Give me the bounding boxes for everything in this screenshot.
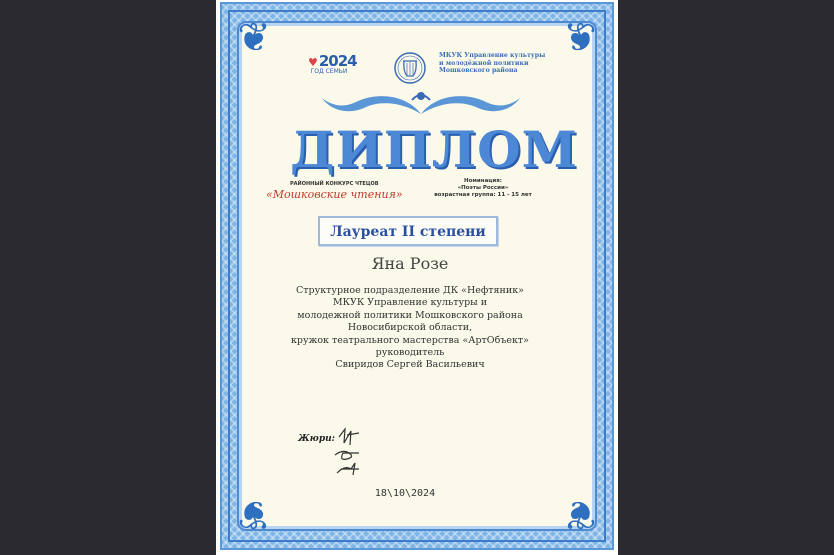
logo-caption: ГОД СЕМЬИ [310, 68, 348, 75]
description-line: молодежной политики Мошковского района [297, 309, 523, 321]
diploma-title: ДИПЛОМ [290, 120, 579, 179]
nomination-block: Номинация: «Поэты России» возрастная группа: 11 - 15 лет [434, 178, 532, 198]
contest-label: РАЙОННЫЙ КОНКУРС ЧТЕЦОВ [290, 181, 379, 187]
corner-ornament-icon: ❦ [563, 15, 597, 61]
award-badge [318, 216, 498, 246]
description-line: кружок театрального мастерства «АртОбъект» [290, 334, 529, 346]
flourish-ornament-icon [316, 88, 526, 120]
year-of-family-logo [308, 51, 357, 81]
corner-ornament-icon: ❦ [563, 491, 597, 537]
jury-label: Жюри: [298, 434, 335, 444]
heart-icon: ♥ [308, 56, 318, 69]
corner-ornament-icon: ❦ [237, 15, 271, 61]
recipient-description [282, 285, 538, 372]
award-text: Лауреат II степени [330, 224, 486, 240]
organization-name: МКУК Управление культуры и молодёжной политики Мошковского района [439, 52, 546, 75]
lyre-emblem-icon [393, 51, 427, 85]
contest-name: «Мошковские чтения» [266, 188, 403, 201]
corner-ornament-icon: ❦ [237, 491, 271, 537]
description-line: Свиридов Сергей Васильевич [335, 359, 485, 371]
description-line: руководитель [375, 347, 445, 359]
description-line: Структурное подразделение ДК «Нефтяник» [296, 285, 524, 296]
description-line: Новосибирской области, [347, 322, 473, 334]
issue-date: 18\10\2024 [374, 488, 436, 499]
logo-year: 2024 [318, 52, 357, 70]
description-line: МКУК Управление культуры и [332, 297, 488, 309]
jury-signature [325, 423, 373, 481]
recipient-name: Яна Розе [371, 254, 449, 273]
